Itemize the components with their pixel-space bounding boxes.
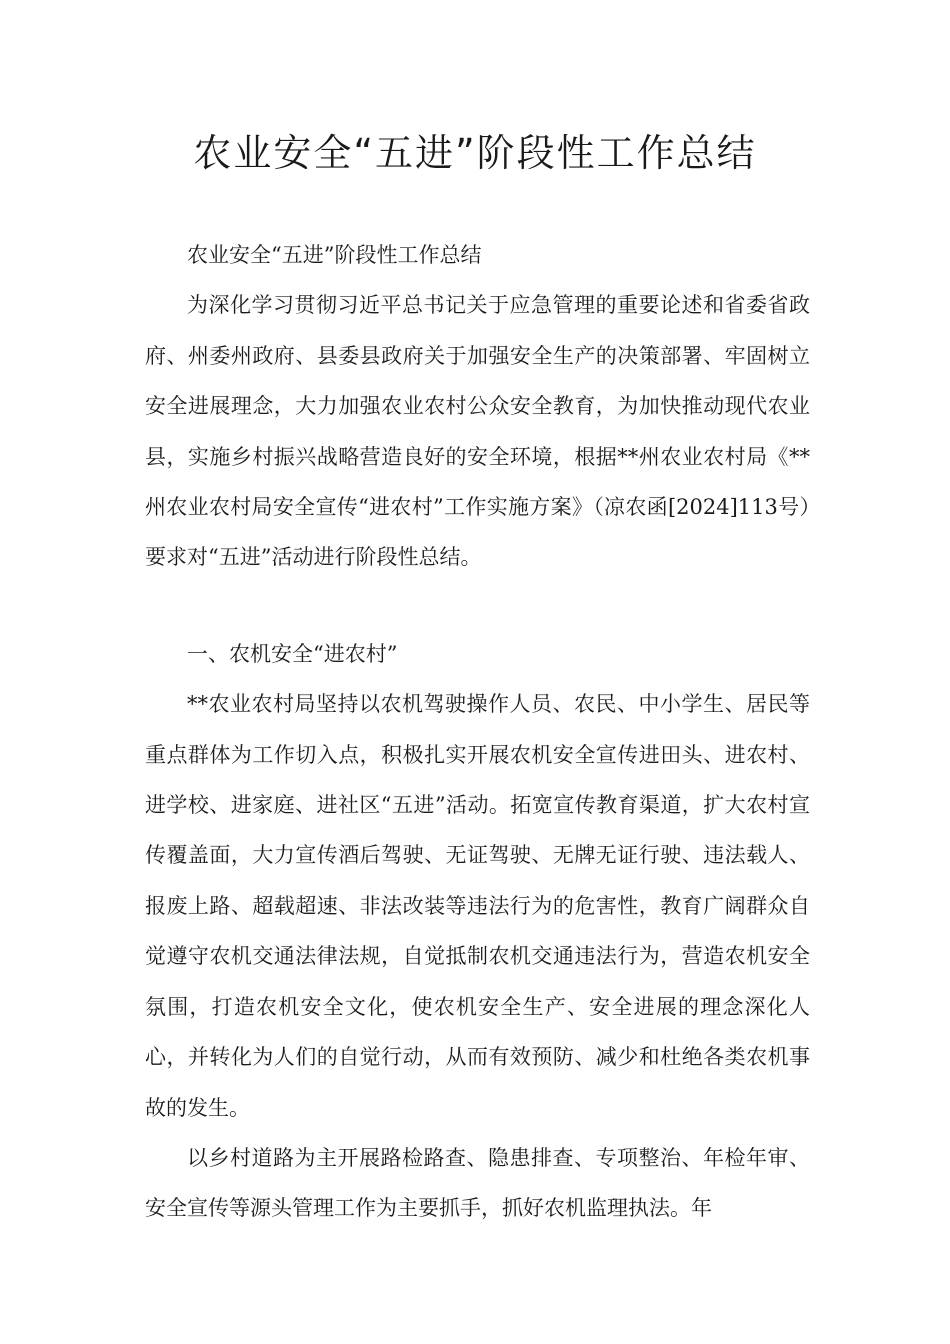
body-paragraph: **农业农村局坚持以农机驾驶操作人员、农民、中小学生、居民等重点群体为工作切入点，积极扎实开展农机安全宣传进田头、进农村、进学校、进家庭、进社区“五进”活动。拓宽宣传教育渠道，扩大农村宣传覆盖面，大力宣传酒后驾驶、无证驾驶、无牌无证行驶、违法载人、报废上路、超载超速、非法改装等违法行为的危害性，教育广阔群众自觉遵守农机交通法律法规，自觉抵制农机交通违法行为，营造农机安全氛围，打造农机安全文化，使农机安全生产、安全进展的理念深化人心，并转化为人们的自觉行动，从而有效预防、减少和杜绝各类农机事故的发生。	[145, 692, 810, 1120]
document-title: 农业安全“五进”阶段性工作总结	[193, 131, 757, 175]
intro-paragraph: 为深化学习贯彻习近平总书记关于应急管理的重要论述和省委省政府、州委州政府、县委县政府关于加强安全生产的决策部署、牢固树立安全进展理念，大力加强农业农村公众安全教育，为加快推动现代农业县，实施乡村振兴战略营造良好的安全环境，根据**州农业农村局《**州农业农村局安全宣传“进农村”工作实施方案》（凉农函[2024]113号）要求对“五进”活动进行阶段性总结。	[145, 293, 810, 570]
document-body	[145, 230, 810, 1234]
document-subtitle: 农业安全“五进”阶段性工作总结	[187, 243, 482, 267]
section-spacer	[145, 583, 810, 629]
section-heading: 一、农机安全“进农村”	[187, 641, 398, 666]
body-paragraph: 以乡村道路为主开展路检路查、隐患排查、专项整治、年检年审、安全宣传等源头管理工作为主要抓手，抓好农机监理执法。年	[145, 1145, 810, 1221]
